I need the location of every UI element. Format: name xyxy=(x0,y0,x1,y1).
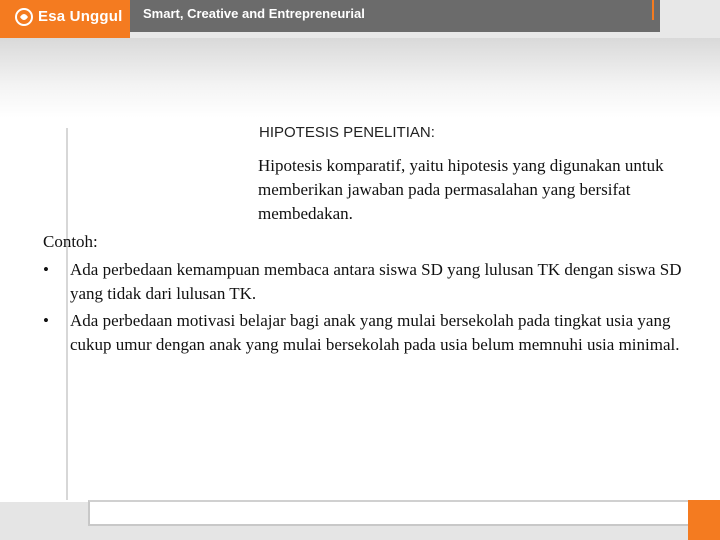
example-label: Contoh: xyxy=(43,232,98,251)
footer-accent xyxy=(688,500,720,540)
university-logo-icon xyxy=(14,7,34,27)
list-item xyxy=(43,258,683,306)
bullet-icon: • xyxy=(43,260,49,279)
header-divider xyxy=(652,0,654,20)
brand-name: Esa Unggul xyxy=(38,8,123,25)
list-item-text: Ada perbedaan motivasi belajar bagi anak yang mulai bersekolah pada tingkat usia yang cukup umur dengan anak yang mulai bersekolah pada usia belum memnuhi usia minimal. xyxy=(70,311,680,354)
footer-panel xyxy=(88,500,690,526)
tagline-banner xyxy=(130,0,660,32)
example-list xyxy=(43,258,683,360)
slide-heading: HIPOTESIS PENELITIAN: xyxy=(259,124,435,141)
list-item xyxy=(43,309,683,357)
bullet-icon: • xyxy=(43,311,49,330)
list-item-text: Ada perbedaan kemampuan membaca antara siswa SD yang lulusan TK dengan siswa SD yang tidak dari lulusan TK. xyxy=(70,260,682,303)
header-gradient-band xyxy=(0,38,720,118)
logo xyxy=(0,0,130,38)
tagline: Smart, Creative and Entrepreneurial xyxy=(143,6,365,21)
slide-intro: Hipotesis komparatif, yaitu hipotesis yang digunakan untuk memberikan jawaban pada permasalahan yang bersifat membedakan. xyxy=(258,156,664,223)
